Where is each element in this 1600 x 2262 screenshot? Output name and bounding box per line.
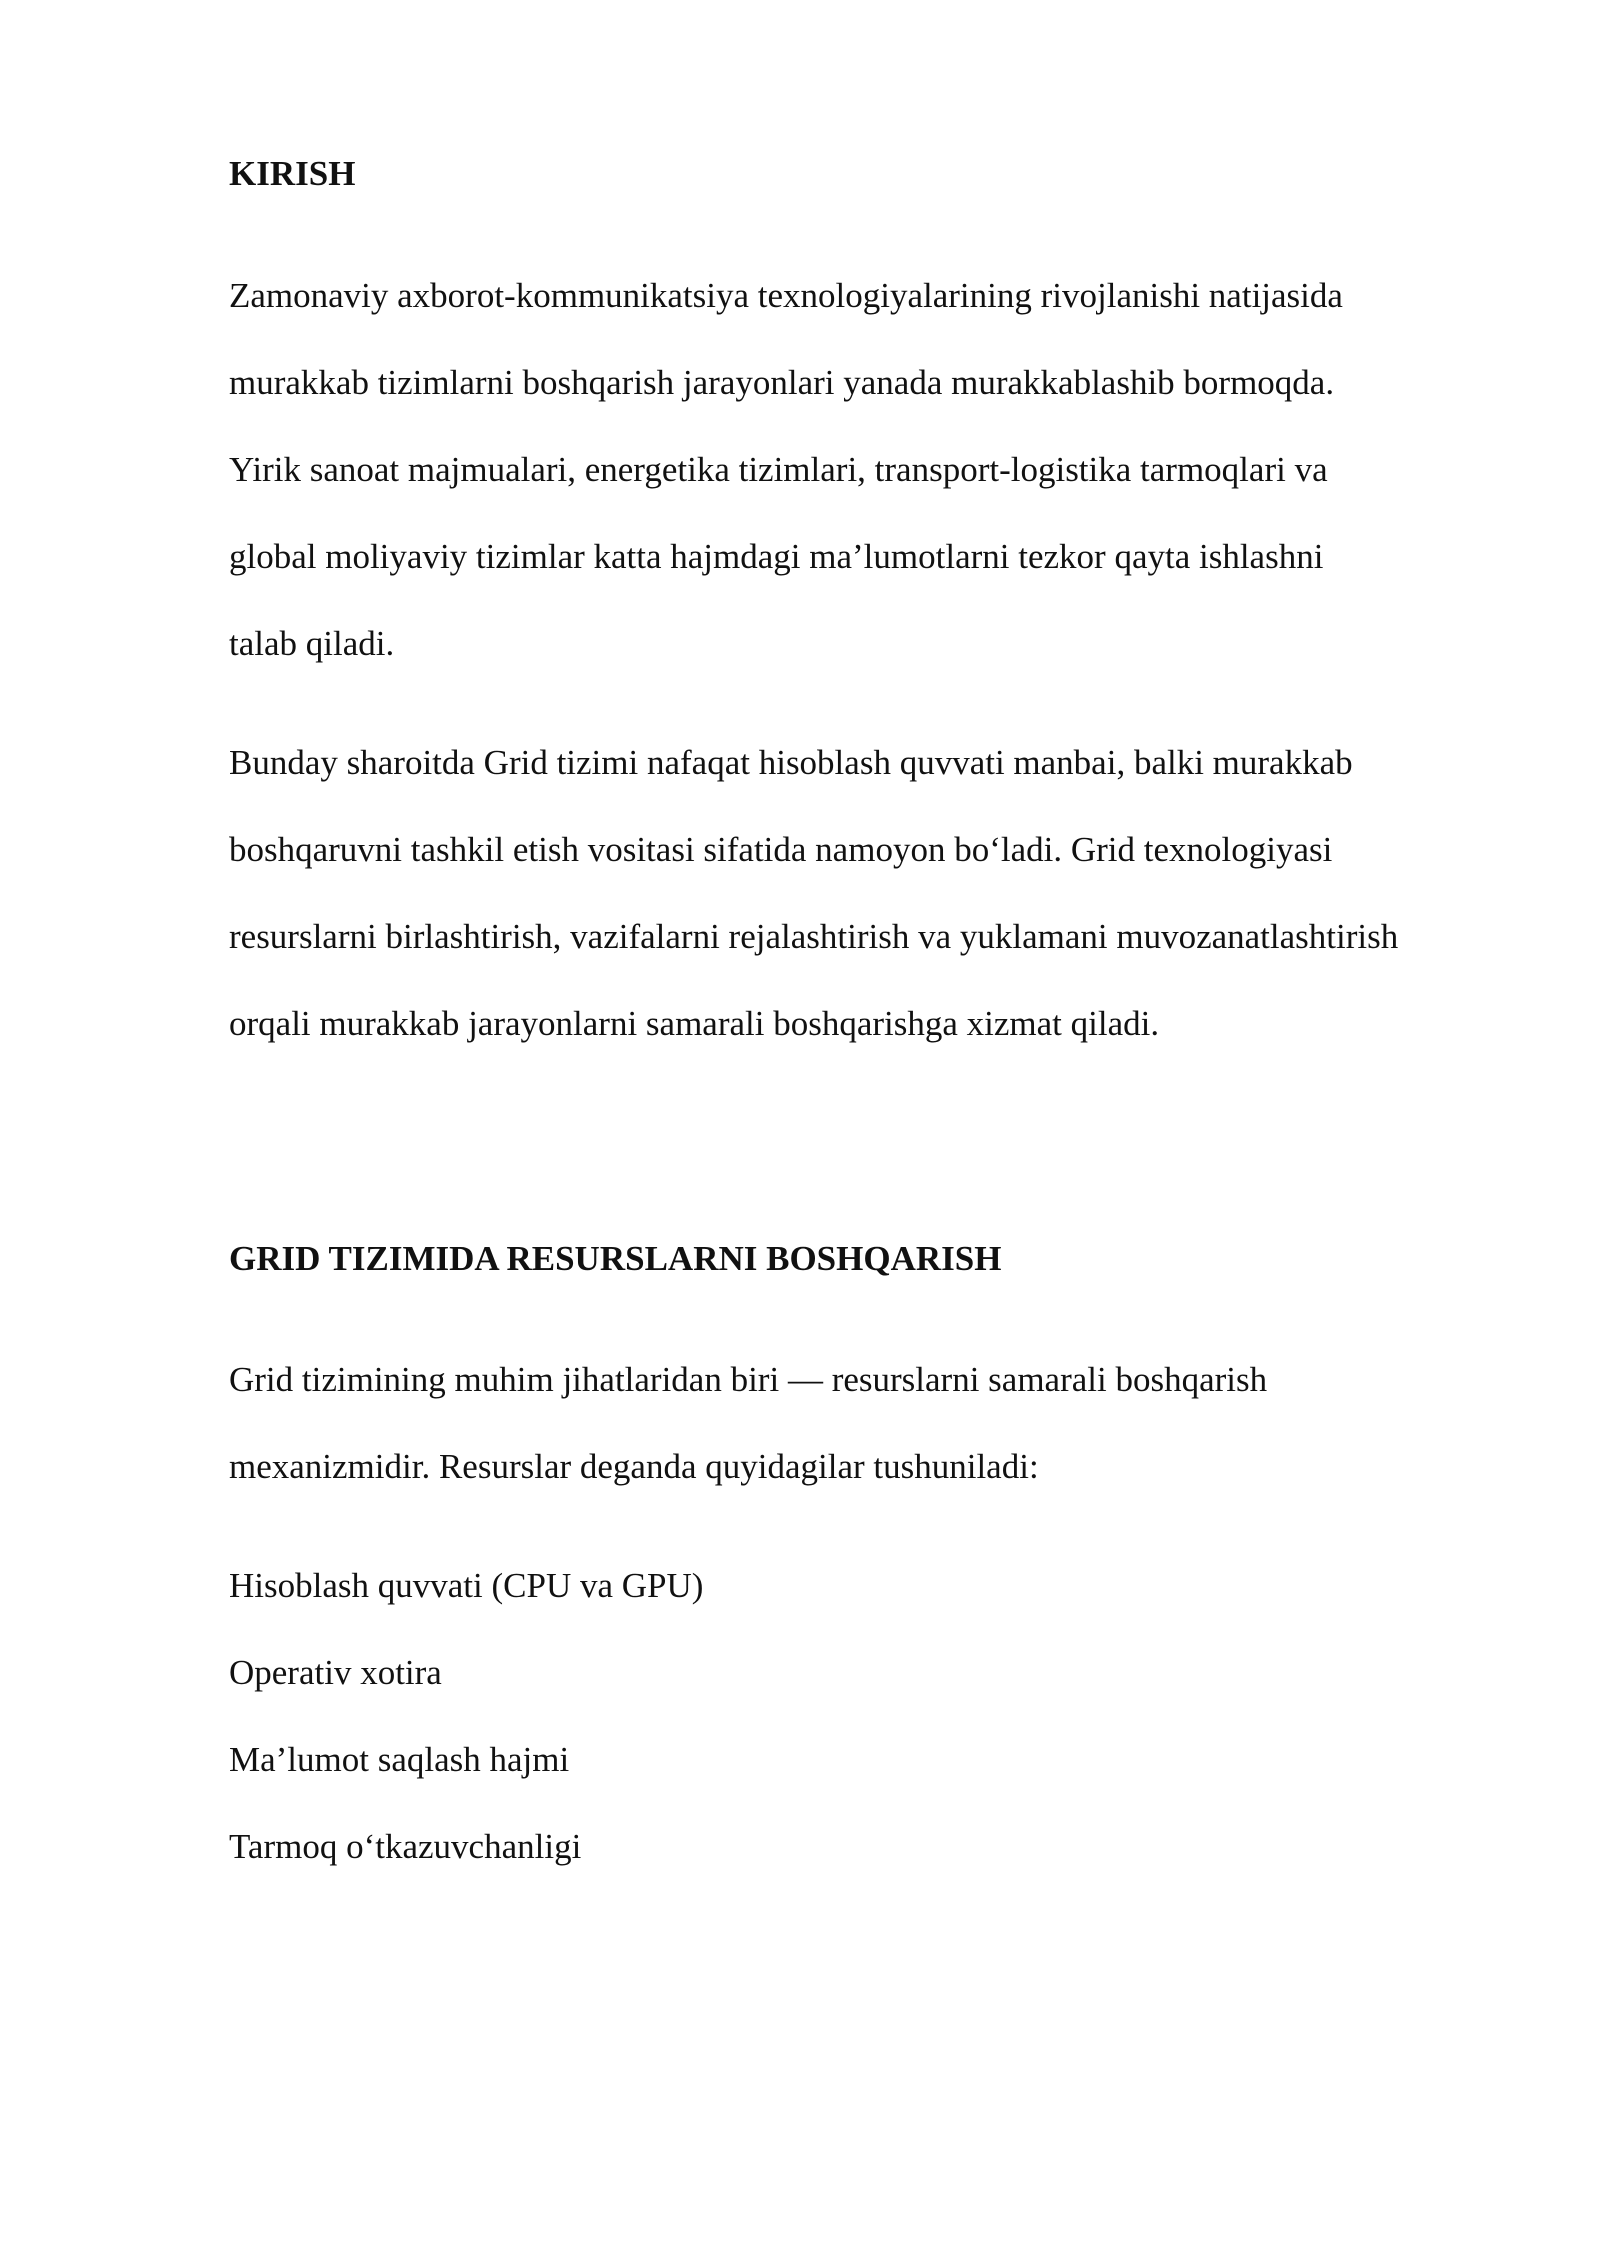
paragraph-line: murakkab tizimlarni boshqarish jarayonlari yanada murakkablashib bormoqda.: [229, 363, 1335, 402]
list-item: Tarmoq o‘tkazuvchanligi: [229, 1827, 582, 1866]
paragraph-line: global moliyaviy tizimlar katta hajmdagi ma’lumotlarni tezkor qayta ishlashni: [229, 537, 1324, 576]
list-item: Operativ xotira: [229, 1653, 442, 1692]
paragraph-line: orqali murakkab jarayonlarni samarali boshqarishga xizmat qiladi.: [229, 1004, 1160, 1043]
list-item: Hisoblash quvvati (CPU va GPU): [229, 1566, 704, 1605]
paragraph-line: Bunday sharoitda Grid tizimi nafaqat hisoblash quvvati manbai, balki murakkab: [229, 743, 1353, 782]
paragraph-line: Grid tizimining muhim jihatlaridan biri — resurslarni samarali boshqarish: [229, 1360, 1268, 1399]
paragraph-line: boshqaruvni tashkil etish vositasi sifatida namoyon bo‘ladi. Grid texnologiyasi: [229, 830, 1333, 869]
paragraph-line: talab qiladi.: [229, 624, 395, 663]
list-item: Ma’lumot saqlash hajmi: [229, 1740, 570, 1779]
paragraph-line: Zamonaviy axborot-kommunikatsiya texnologiyalarining rivojlanishi natijasida: [229, 276, 1343, 315]
section-heading-kirish: KIRISH: [229, 154, 356, 193]
paragraph-line: resurslarni birlashtirish, vazifalarni rejalashtirish va yuklamani muvozanatlashtirish: [229, 917, 1399, 956]
paragraph-line: mexanizmidir. Resurslar deganda quyidagilar tushuniladi:: [229, 1447, 1039, 1486]
paragraph-line: Yirik sanoat majmualari, energetika tizimlari, transport-logistika tarmoqlari va: [229, 450, 1328, 489]
section-heading-resources: GRID TIZIMIDA RESURSLARNI BOSHQARISH: [229, 1239, 1002, 1278]
